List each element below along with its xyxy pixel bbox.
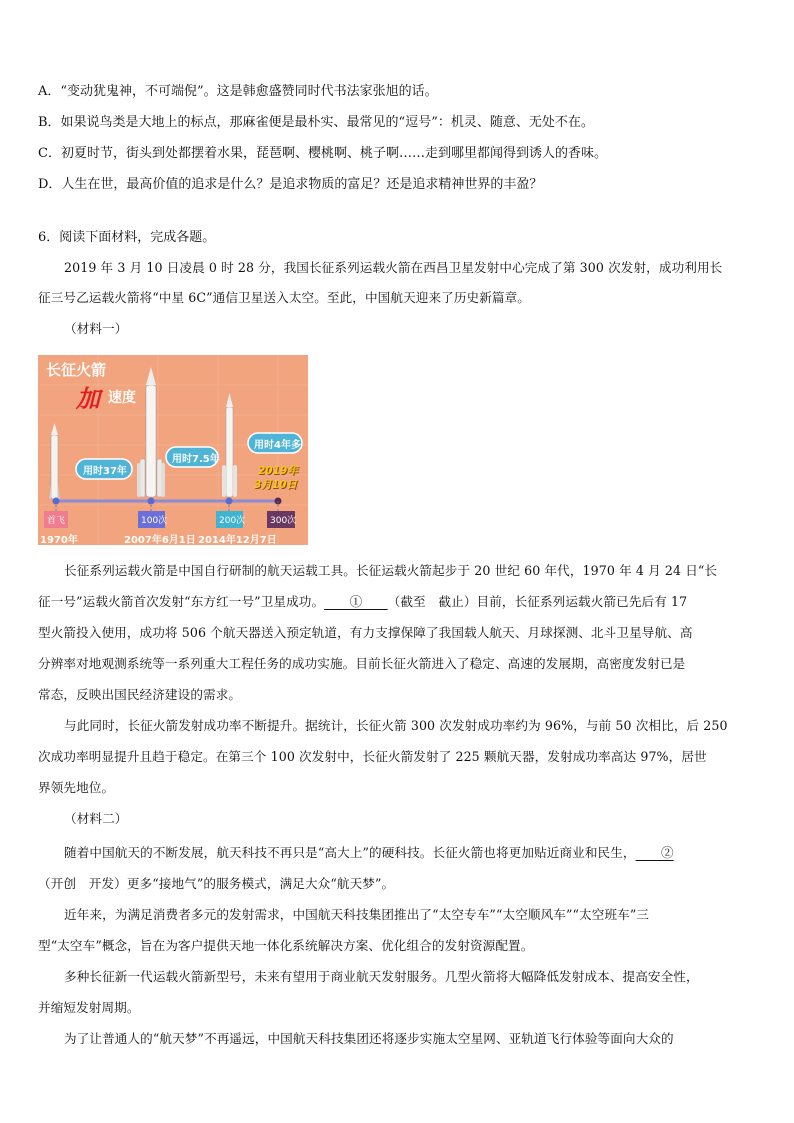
para-3-line-1: [64, 844, 674, 862]
para-1-line-2a: 征一号”运载火箭首次发射“东方红一号”卫星成功。: [38, 594, 325, 609]
option-c: C．初夏时节，街头到处都摆着水果，琵琶啊、樱桃啊、桃子啊……走到哪里都闻得到诱人的香味。: [38, 146, 607, 161]
material-1-label: （材料一）: [64, 321, 128, 336]
box-3-text: 200次: [219, 516, 246, 526]
para-1-line-3: 型火箭投入使用，成功将 506 个航天器送入预定轨道，有力支撑保障了我国载人航天、月球探测、北斗卫星导航、高: [38, 625, 693, 640]
rocket-2: [137, 367, 165, 497]
question-6-title: 6．阅读下面材料，完成各题。: [38, 230, 216, 245]
para-5-line-2: 并缩短发射周期。: [38, 1000, 140, 1015]
option-b: B．如果说鸟类是大地上的标点，那麻雀便是最朴实、最常见的“逗号”：机灵、随意、无处不在。: [38, 115, 594, 130]
option-d: D．人生在世，最高价值的追求是什么？是追求物质的富足？还是追求精神世界的丰盈？: [38, 177, 543, 192]
box-2-text: 100次: [141, 516, 168, 526]
para-1-line-2: [38, 593, 687, 611]
material-2-label: （材料二）: [64, 811, 128, 826]
long-march-rocket-figure: [38, 355, 308, 545]
bubble-1-text: 用时37年: [83, 466, 127, 477]
box-4-text: 300次: [270, 516, 297, 526]
figure-title-line-1: 长征火箭: [46, 361, 107, 379]
date-tag-line-2: 3月10日: [254, 479, 297, 491]
date-3-label: 2014年12月7日: [198, 535, 277, 545]
intro-line-2: 征三号乙运载火箭将“中星 6C”通信卫星送入太空。至此，中国航天迎来了历史新篇章。: [38, 290, 531, 305]
date-2-label: 2007年6月1日: [124, 535, 196, 545]
date-tag-line-1: 2019年: [258, 465, 298, 477]
para-1-line-2b: （截至 截止）目前，长征系列运载火箭已先后有 17: [387, 594, 688, 609]
figure-title-jia: 加: [76, 385, 100, 413]
bubble-2-text: 用时7.5年: [172, 454, 220, 465]
para-3-line-2: （开创 开发）更多“接地气”的服务模式，满足大众“航天梦”。: [38, 876, 395, 891]
para-2-line-1: 与此同时，长征火箭发射成功率不断提升。据统计，长征火箭 300 次发射成功率约为 96%，与前 50 次相比，后 250: [64, 718, 728, 733]
para-1-line-5: 常态，反映出国民经济建设的需求。: [38, 687, 242, 702]
para-1-line-4: 分辨率对地观测系统等一系列重大工程任务的成功实施。目前长征火箭进入了稳定、高速的发展期，高密度发射已是: [38, 656, 686, 671]
intro-line-1: 2019 年 3 月 10 日凌晨 0 时 28 分，我国长征系列运载火箭在西昌卫星发射中心完成了第 300 次发射，成功利用长: [64, 260, 723, 275]
option-a: A．“变动犹鬼神，不可端倪”。这是韩愈盛赞同时代书法家张旭的话。: [38, 84, 438, 99]
rocket-1: [49, 423, 60, 499]
para-4-line-2: 型“太空车”概念，旨在为客户提供天地一体化系统解决方案、优化组合的发射资源配置。: [38, 938, 534, 953]
para-6-line-1: 为了让普通人的“航天梦”不再遥远，中国航天科技集团还将逐步实施太空星网、亚轨道飞行体验等面向大众的: [64, 1031, 674, 1046]
blank-1: ①: [324, 594, 388, 609]
year-1-label: 1970年: [40, 535, 78, 545]
para-1-line-1: 长征系列运载火箭是中国自行研制的航天运载工具。长征运载火箭起步于 20 世纪 60 年代，1970 年 4 月 24 日“长: [64, 563, 718, 578]
para-5-line-1: 多种长征新一代运载火箭新型号，未来有望用于商业航天发射服务。几型火箭将大幅降低发射成本、提高安全性，: [64, 969, 699, 984]
bubble-3-text: 用时4年多: [254, 440, 301, 451]
box-1-text: 首飞: [47, 516, 66, 526]
figure-title-line-2: 速度: [108, 390, 136, 406]
para-4-line-1: 近年来，为满足消费者多元的发射需求，中国航天科技集团推出了“太空专车”“太空顺风车”“太空班车”三: [64, 907, 650, 922]
para-2-line-2: 次成功率明显提升且趋于稳定。在第三个 100 次发射中，长征火箭发射了 225 颗航天器，发射成功率高达 97%，居世: [38, 749, 707, 764]
blank-2: ②: [635, 845, 674, 860]
para-2-line-3: 界领先地位。: [38, 780, 115, 795]
para-3-line-1-text: 随着中国航天的不断发展，航天科技不再只是“高大上”的硬科技。长征火箭也将更加贴近商业和民生，: [64, 845, 636, 860]
